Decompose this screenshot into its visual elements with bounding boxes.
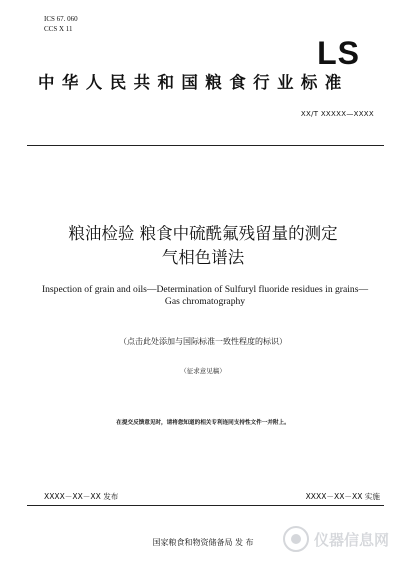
ccs-code: CCS X 11 (44, 25, 73, 33)
standard-number: XX/T XXXXX—XXXX (300, 110, 374, 118)
publish-date: XXXX－XX－XX 发布 (44, 492, 119, 501)
watermark-icon (280, 522, 392, 556)
industry-mark: LS (317, 35, 360, 71)
ics-code: ICS 67. 060 (44, 15, 78, 23)
consistency-note: （点击此处添加与国际标准一致性程度的标识） (119, 337, 287, 346)
draft-status: （征求意见稿） (180, 367, 226, 375)
bottom-divider (27, 505, 384, 506)
title-en-line1: Inspection of grain and oils—Determination of Sulfuryl fluoride residues in grains— (41, 284, 369, 295)
implement-date: XXXX－XX－XX 实施 (305, 492, 380, 501)
watermark-text: 仪器信息网 (314, 531, 390, 549)
standard-full-name: 中华人民共和国粮食行业标准 (38, 73, 349, 92)
watermark-logo (280, 522, 392, 556)
title-cn-line1: 粮油检验 粮食中硫酰氟残留量的测定 (68, 224, 338, 243)
classification-codes (44, 14, 78, 34)
title-cn-line2: 气相色谱法 (161, 248, 245, 267)
title-en-line2: Gas chromatography (164, 296, 246, 307)
patent-notice: 在提交反馈意见时，请将您知道的相关专利连同支持性文件一并附上。 (116, 420, 290, 426)
top-divider (27, 145, 384, 146)
issuer: 国家粮食和物资储备局 发 布 (152, 538, 254, 547)
